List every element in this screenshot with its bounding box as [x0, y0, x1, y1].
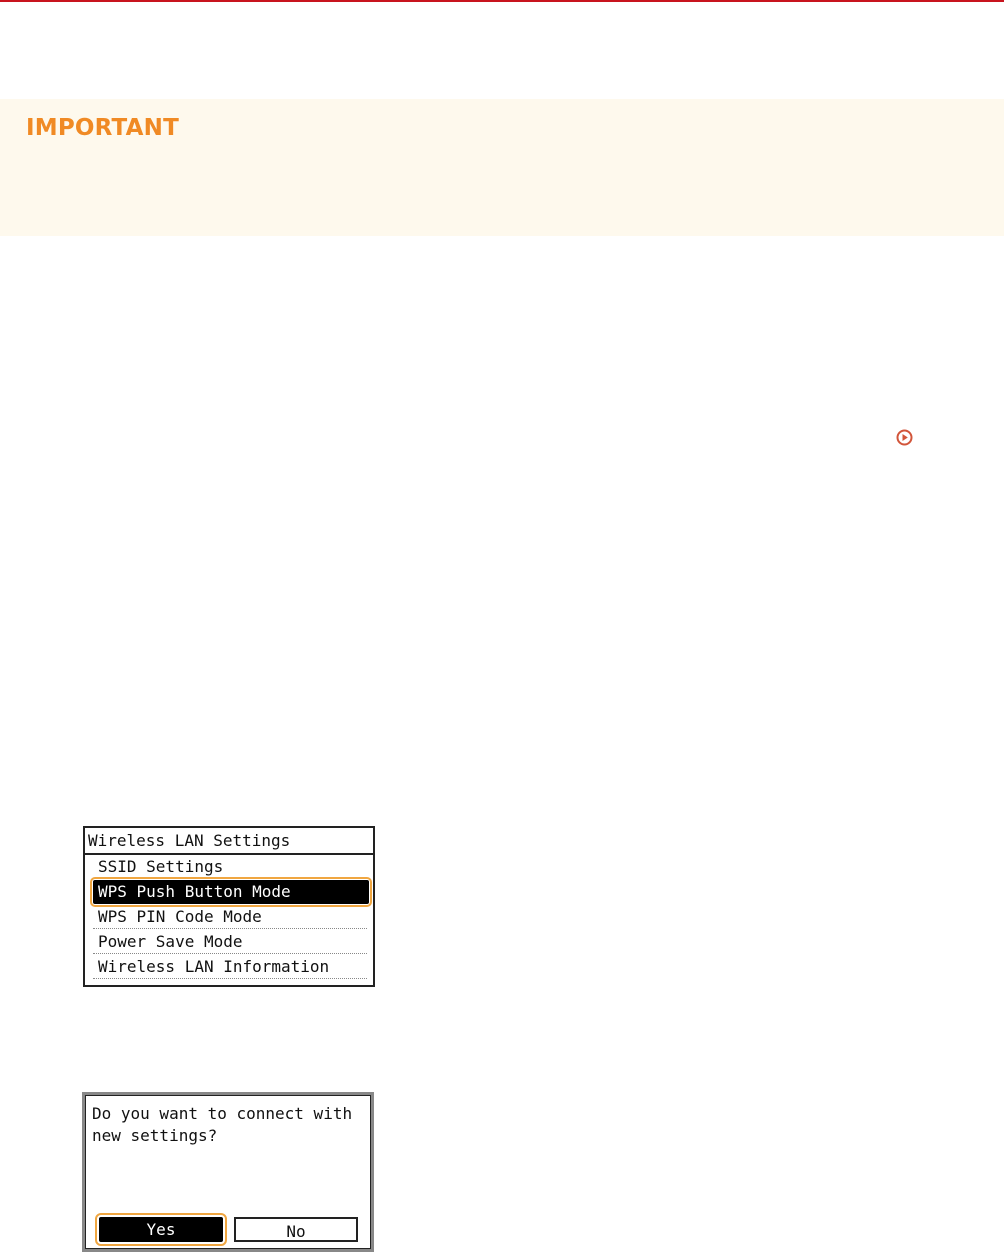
menu-item-wps-pin-code-mode[interactable]: WPS PIN Code Mode	[93, 905, 367, 929]
menu-item-ssid-settings[interactable]: SSID Settings	[98, 857, 224, 876]
lcd-confirm-dialog	[82, 1092, 374, 1252]
lcd-menu-title: Wireless LAN Settings	[88, 831, 291, 850]
top-rule	[0, 0, 1004, 2]
play-circle-icon[interactable]	[896, 429, 913, 446]
important-heading: IMPORTANT	[26, 115, 179, 141]
yes-button[interactable]: Yes	[99, 1217, 223, 1242]
menu-item-wireless-lan-information[interactable]: Wireless LAN Information	[93, 955, 367, 979]
no-button[interactable]: No	[234, 1217, 358, 1242]
lcd-wireless-lan-settings	[83, 826, 375, 987]
menu-item-wps-push-button-mode[interactable]: WPS Push Button Mode	[93, 880, 369, 904]
dialog-frame	[85, 1095, 371, 1249]
dialog-message: Do you want to connect with new settings?	[92, 1104, 353, 1145]
menu-item-power-save-mode[interactable]: Power Save Mode	[93, 930, 367, 954]
